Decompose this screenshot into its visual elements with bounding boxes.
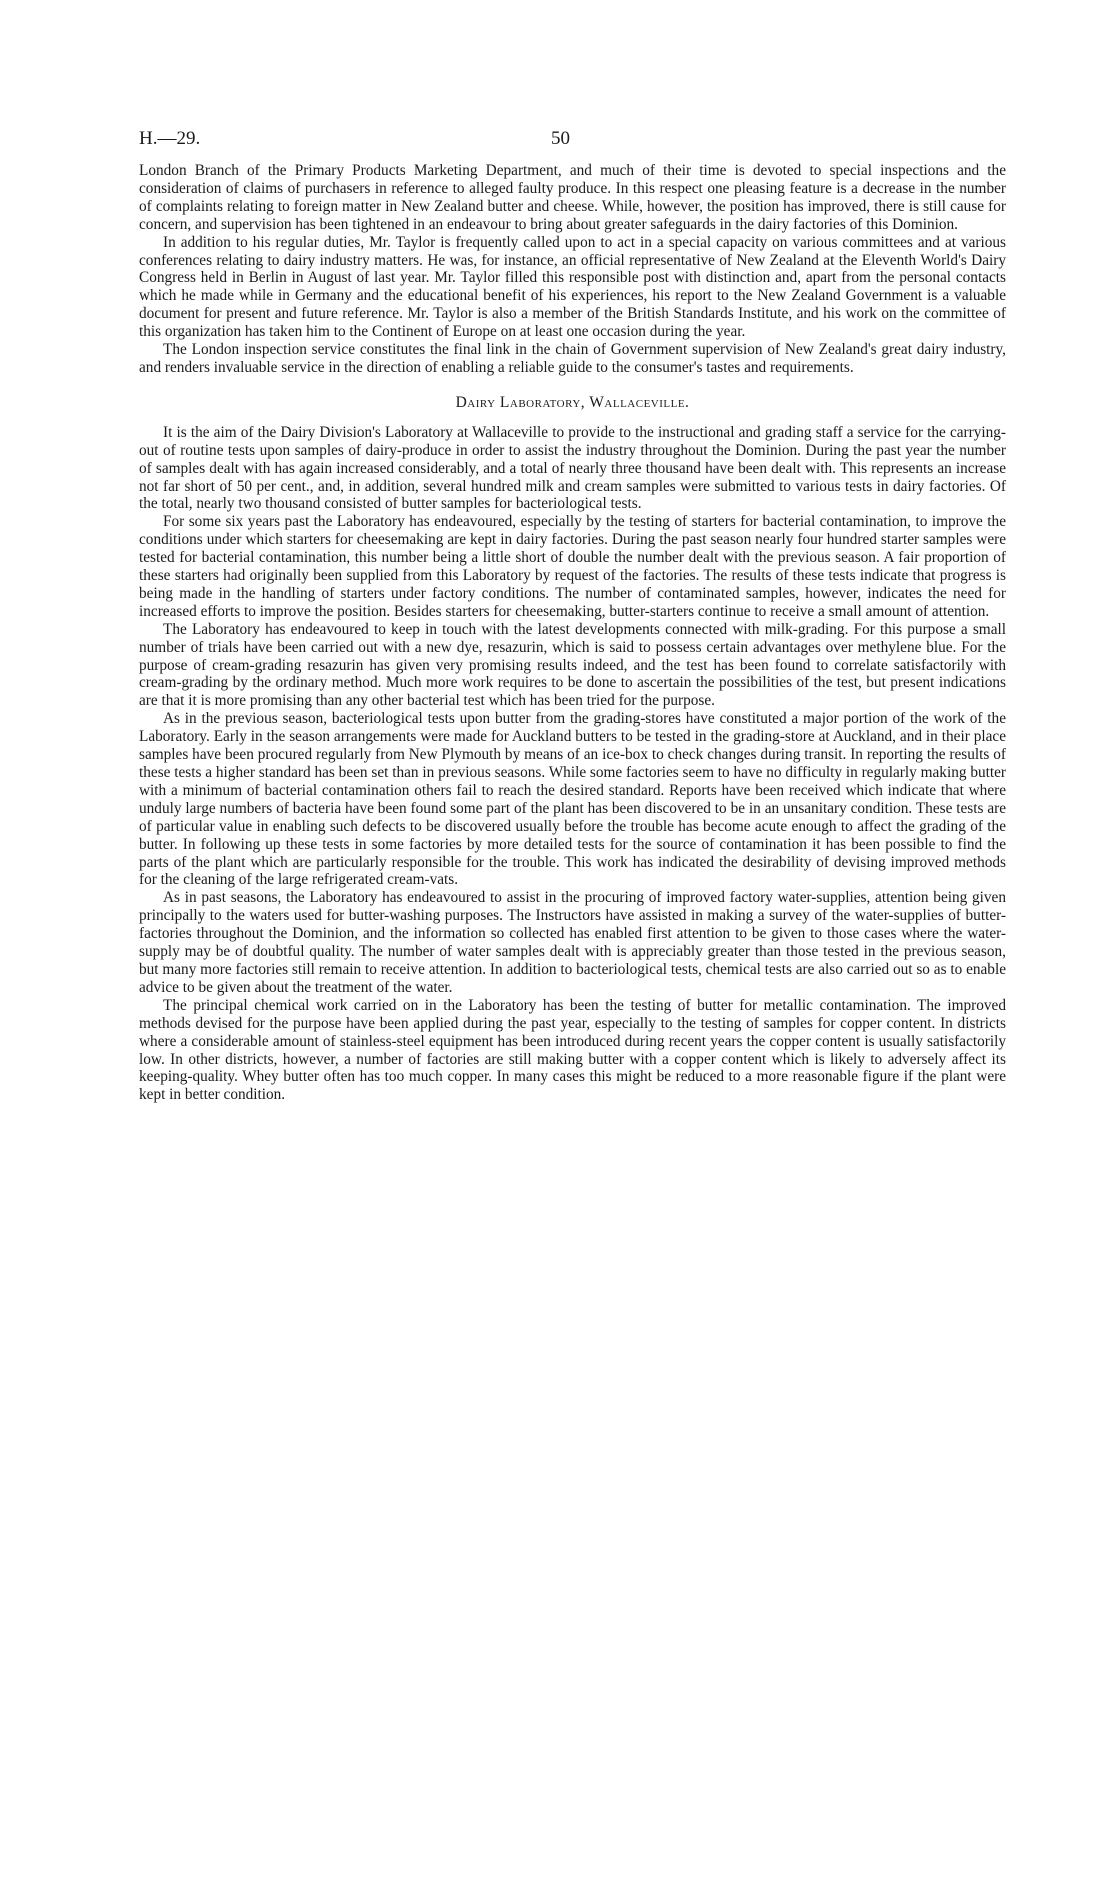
paragraph: In addition to his regular duties, Mr. Taylor is frequently called upon to act in a special capacity on various committees and at various conferences relating to dairy industry matters. He was, for instance, an official representative of New Zealand at the Eleventh World's Dairy Congress held in Berlin in August of last year. Mr. Taylor filled this responsible post with distinction and, apart from the personal contacts which he made while in Germany and the educational benefit of his experiences, his report to the New Zealand Government is a valuable document for present and future reference. Mr. Taylor is also a member of the British Standards Institute, and his work on the committee of this organization has taken him to the Continent of Europe on at least one occasion during the year. — [139, 233, 1006, 341]
paragraph: The London inspection service constitutes the final link in the chain of Government supervision of New Zealand's great dairy industry, and renders invaluable service in the direction of enabling a reliable guide to the consumer's tastes and requirements. — [139, 341, 1006, 376]
paragraph: The Laboratory has endeavoured to keep in touch with the latest developments connected with milk-grading. For this purpose a small number of trials have been carried out with a new dye, resazurin, which is said to possess certain advantages over methylene blue. For the purpose of cream-grading resazurin has given very promising results indeed, and the test has been found to correlate satisfactorily with cream-grading by the ordinary method. Much more work requires to be done to ascertain the possibilities of the test, but present indications are that it is more promising than any other bacterial test which has been tried for the purpose. — [139, 620, 1006, 710]
paragraph: London Branch of the Primary Products Marketing Department, and much of their time is devoted to special inspections and the consideration of claims of purchasers in reference to alleged faulty produce. In this respect one pleasing feature is a decrease in the number of complaints relating to foreign matter in New Zealand butter and cheese. While, however, the position has improved, there is still cause for concern, and supervision has been tightened in an endeavour to bring about greater safeguards in the dairy factories of this Dominion. — [139, 162, 1006, 233]
paragraph: For some six years past the Laboratory has endeavoured, especially by the testing of starters for bacterial contamination, to improve the conditions under which starters for cheesemaking are kept in dairy factories. During the past season nearly four hundred starter samples were tested for bacterial contamination, this number being a little short of double the number dealt with the previous season. A fair proportion of these starters had originally been supplied from this Laboratory by request of the factories. The results of these tests indicate that progress is being made in the handling of starters under factory conditions. The number of contaminated samples, however, indicates the need for increased efforts to improve the position. Besides starters for cheesemaking, butter-starters continue to receive a small amount of attention. — [139, 513, 1006, 620]
document-page — [139, 128, 1006, 1104]
document-reference: H.—29. — [139, 128, 201, 149]
page-number: 50 — [551, 128, 570, 149]
page-header — [139, 128, 1006, 162]
paragraph: The principal chemical work carried on in the Laboratory has been the testing of butter for metallic contamination. The improved methods devised for the purpose have been applied during the past year, especially to the testing of samples for copper content. In districts where a considerable amount of stainless-steel equipment has been introduced during recent years the copper content is usually satisfactorily low. In other districts, however, a number of factories are still making butter with a copper content which is likely to adversely affect its keeping-quality. Whey butter often has too much copper. In many cases this might be reduced to a more reasonable figure if the plant were kept in better condition. — [139, 996, 1006, 1104]
paragraph: It is the aim of the Dairy Division's Laboratory at Wallaceville to provide to the instructional and grading staff a service for the carrying-out of routine tests upon samples of dairy-produce in order to assist the industry throughout the Dominion. During the past year the number of samples dealt with has again increased considerably, and a total of nearly three thousand have been dealt with. This represents an increase not far short of 50 per cent., and, in addition, several hundred milk and cream samples were submitted to various tests in dairy factories. Of the total, nearly two thousand consisted of butter samples for bacteriological tests. — [139, 423, 1006, 513]
paragraph: As in past seasons, the Laboratory has endeavoured to assist in the procuring of improved factory water-supplies, attention being given principally to the waters used for butter-washing purposes. The Instructors have assisted in making a survey of the water-supplies of butter-factories throughout the Dominion, and the information so collected has enabled first attention to be given to those cases where the water-supply may be of doubtful quality. The number of water samples dealt with is appreciably greater than those tested in the previous season, but many more factories still remain to receive attention. In addition to bacteriological tests, chemical tests are also carried out so as to enable advice to be given about the treatment of the water. — [139, 889, 1006, 996]
paragraph: As in the previous season, bacteriological tests upon butter from the grading-stores have constituted a major portion of the work of the Laboratory. Early in the season arrangements were made for Auckland butters to be tested in the grading-store at Auckland, and in their place samples have been procured regularly from New Plymouth by means of an ice-box to check changes during transit. In reporting the results of these tests a higher standard has been set than in previous seasons. While some factories seem to have no difficulty in regularly making butter with a minimum of bacterial contamination others fail to reach the desired standard. Reports have been received which indicate that where unduly large numbers of bacteria have been found some part of the plant has been discovered to be in an unsanitary condition. These tests are of particular value in enabling such defects to be discovered usually before the trouble has become acute enough to affect the grading of the butter. In following up these tests in some factories by more detailed tests for the source of contamination it has been possible to find the parts of the plant which are particularly responsible for the trouble. This work has indicated the desirability of devising improved methods for the cleaning of the large refrigerated cream-vats. — [139, 710, 1006, 889]
section-heading: Dairy Laboratory, Wallaceville. — [455, 393, 690, 411]
body-text — [139, 162, 1006, 1104]
